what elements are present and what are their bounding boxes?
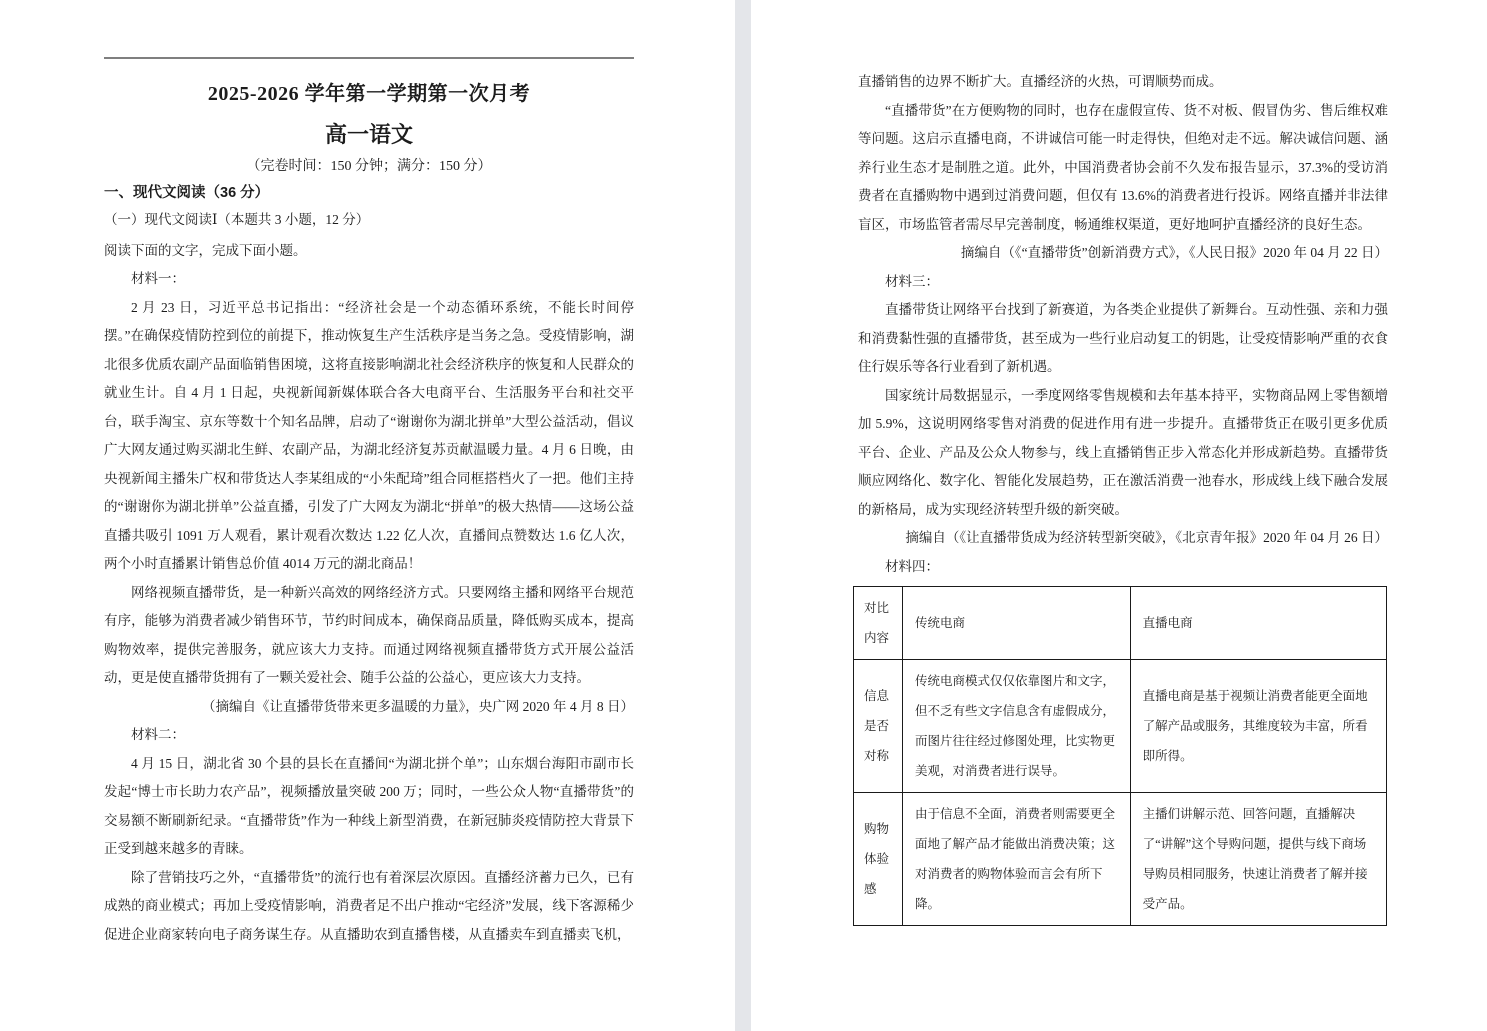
table-row-experience	[854, 793, 1387, 926]
material-3-attribution: 摘编自（《让直播带货成为经济转型新突破》，《北京青年报》2020 年 04 月 26 日）	[905, 530, 1388, 545]
material-1-label: 材料一：	[131, 271, 185, 286]
material-2-paragraph-2-continued: 直播销售的边界不断扩大。直播经济的火热，可谓顺势而成。	[858, 74, 1223, 89]
page-left	[0, 0, 735, 1031]
table-row-label: 购物体验感	[854, 793, 903, 926]
page-gap-divider	[735, 0, 751, 1031]
page-header-rule	[104, 57, 634, 59]
table-cell-live: 主播们讲解示范、回答问题，直播解决了“讲解”这个导购问题，提供与线下商场导购员相同服务，快速让消费者了解并接受产品。	[1130, 793, 1386, 926]
material-2-attribution: 摘编自（《“直播带货”创新消费方式》，《人民日报》2020 年 04 月 22 日）	[960, 245, 1388, 260]
left-page-body	[104, 265, 634, 949]
material-2-label: 材料二：	[131, 727, 185, 742]
exam-info: （完卷时间：150 分钟；满分：150 分）	[246, 159, 492, 174]
page-right	[751, 0, 1487, 1031]
material-2-paragraph-1: 4 月 15 日，湖北省 30 个县的县长在直播间“为湖北拼个单”；山东烟台海阳市副市长发起“博士市长助力农产品”，视频播放量突破 200 万；同时，一些公众人物“直播带货”的交易额不断刷新纪录。“直播带货”作为一种线上新型消费，在新冠肺炎疫情防控大背景下正受到越来越多的青睐。	[104, 755, 634, 856]
material-3-paragraph-2: 国家统计局数据显示，一季度网络零售规模和去年基本持平，实物商品网上零售额增加 5.9%，这说明网络零售对消费的促进作用有进一步提升。直播带货正在吸引更多优质平台、企业、产品及公众人物参与，线上直播销售正步入常态化并形成新趋势。直播带货顺应网络化、数字化、智能化发展趋势，正在激活消费一池春水，形成线上线下融合发展的新格局，成为实现经济转型升级的新突破。	[858, 387, 1388, 517]
material-1-paragraph-2: 网络视频直播带货，是一种新兴高效的网络经济方式。只要网络主播和网络平台规范有序，能够为消费者减少销售环节，节约时间成本，确保商品质量，降低购买成本，提高购物效率，提供完善服务，就应该大力支持。而通过网络视频直播带货方式开展公益活动，更是使直播带货拥有了一颗关爱社会、随手公益的公益心，更应该大力支持。	[104, 584, 634, 685]
section-heading: 一、现代文阅读（36 分）	[104, 185, 270, 201]
table-header-live: 直播电商	[1130, 587, 1386, 660]
table-cell-traditional: 由于信息不全面，消费者则需要更全面地了解产品才能做出消费决策；这对消费者的购物体验而言会有所下降。	[903, 793, 1131, 926]
material-4-label: 材料四：	[885, 558, 939, 574]
table-header-traditional: 传统电商	[903, 587, 1131, 660]
table-row-label: 信息是否对称	[854, 660, 903, 793]
comparison-table	[853, 586, 1387, 926]
material-2-paragraph-3: “直播带货”在方便购物的同时，也存在虚假宣传、货不对板、假冒伪劣、售后维权难等问题。这启示直播电商，不讲诚信可能一时走得快，但绝对走不远。解决诚信问题、涵养行业生态才是制胜之道。此外，中国消费者协会前不久发布报告显示，37.3%的受访消费者在直播购物中遇到过消费问题，但仅有 13.6%的消费者进行投诉。网络直播并非法律盲区，市场监管者需尽早完善制度，畅通维权渠道，更好地呵护直播经济的良好生态。	[858, 102, 1388, 232]
table-row-information	[854, 660, 1387, 793]
table-header-compare: 对比内容	[854, 587, 903, 660]
table-cell-traditional: 传统电商模式仅仅依靠图片和文字，但不乏有些文字信息含有虚假成分，而图片往往经过修图处理，比实物更美观，对消费者进行误导。	[903, 660, 1131, 793]
table-cell-live: 直播电商是基于视频让消费者能更全面地了解产品或服务，其维度较为丰富，所看即所得。	[1130, 660, 1386, 793]
material-1-paragraph-1: 2 月 23 日，习近平总书记指出：“经济社会是一个动态循环系统，不能长时间停摆。”在确保疫情防控到位的前提下，推动恢复生产生活秩序是当务之急。受疫情影响，湖北很多优质农副产品面临销售困境，这将直接影响湖北社会经济秩序的恢复和人民群众的就业生计。自 4 月 1 日起，央视新闻新媒体联合各大电商平台、生活服务平台和社交平台，联手淘宝、京东等数十个知名品牌，启动了“谢谢你为湖北拼单”大型公益活动，倡议广大网友通过购买湖北生鲜、农副产品，为湖北经济复苏贡献温暖力量。4 月 6 日晚，由央视新闻主播朱广权和带货达人李某组成的“小朱配琦”组合同框搭档火了一把。他们主持的“谢谢你为湖北拼单”公益直播，引发了广大网友为湖北“拼单”的极大热情——这场公益直播共吸引 1091 万人观看，累计观看次数达 1.22 亿人次，直播间点赞数达 1.6 亿人次，两个小时直播累计销售总价值 4014 万元的湖北商品！	[104, 299, 634, 571]
exam-subject: 高一语文	[324, 122, 413, 147]
table-header-row	[854, 587, 1387, 660]
material-3-paragraph-1: 直播带货让网络平台找到了新赛道，为各类企业提供了新舞台。互动性强、亲和力强和消费黏性强的直播带货，甚至成为一些行业启动复工的钥匙，让受疫情影响严重的衣食住行娱乐等各行业看到了新机遇。	[858, 302, 1388, 374]
exam-title: 2025-2026 学年第一学期第一次月考	[207, 83, 531, 105]
material-2-paragraph-2: 除了营销技巧之外，“直播带货”的流行也有着深层次原因。直播经济蓄力已久，已有成熟的商业模式；再加上受疫情影响，消费者足不出户推动“宅经济”发展，线下客源稀少促进企业商家转向电子商务谋生存。从直播助农到直播售楼，从直播卖车到直播卖飞机，	[104, 869, 634, 942]
reading-instruction: 阅读下面的文字，完成下面小题。	[104, 243, 307, 258]
material-3-label: 材料三：	[885, 273, 939, 289]
subsection-heading: （一）现代文阅读Ⅰ（本题共 3 小题，12 分）	[104, 212, 370, 227]
right-page-body	[858, 0, 1388, 926]
material-1-attribution: （摘编自《让直播带货带来更多温暖的力量》，央广网 2020 年 4 月 8 日）	[202, 698, 634, 714]
